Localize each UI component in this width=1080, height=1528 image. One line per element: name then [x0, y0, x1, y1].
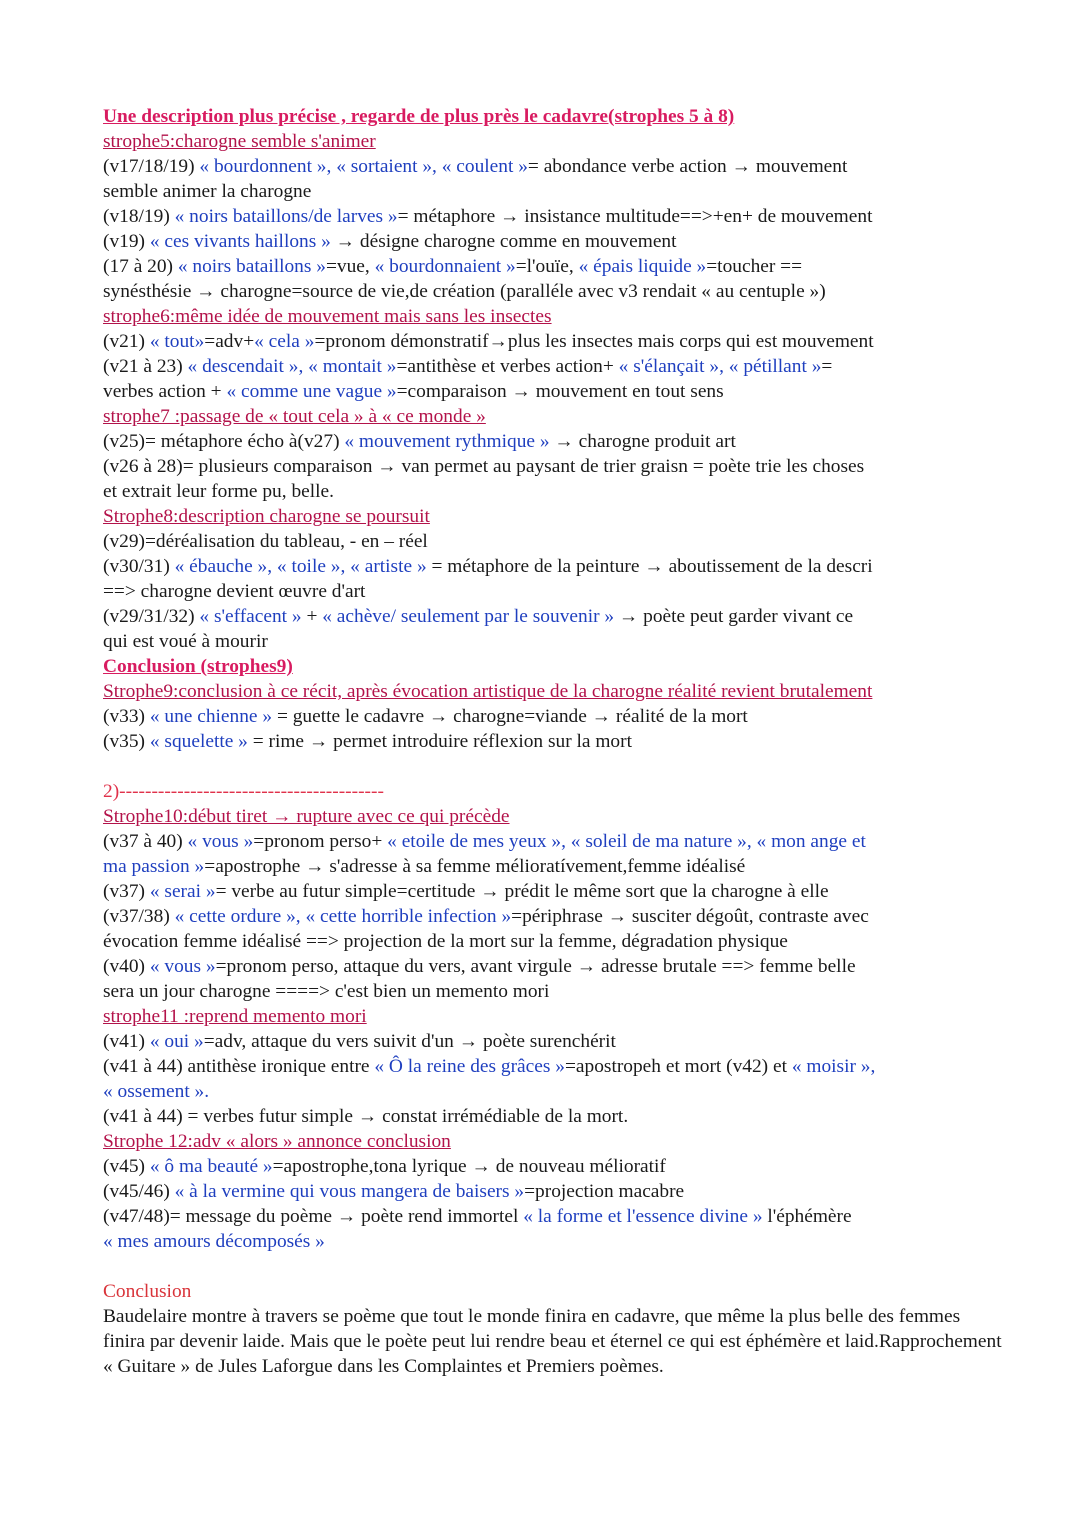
- strophe11-heading: strophe11 :reprend memento mori: [103, 1006, 367, 1027]
- spacer: [103, 1254, 1003, 1279]
- strophe10-heading: Strophe10:début tiret → rupture avec ce qui précède: [103, 806, 510, 827]
- text-line: ma passion »=apostrophe → s'adresse à sa femme mélioratívement,femme idéalisé: [103, 856, 746, 877]
- strophe9-heading: Strophe9:conclusion à ce récit, après évocation artistique de la charogne réalité revient brutalement: [103, 681, 873, 702]
- text-line: (v33) « une chienne » = guette le cadavre → charogne=viande → réalité de la mort: [103, 706, 748, 727]
- text-line: (v37 à 40) « vous »=pronom perso+ « etoile de mes yeux », « soleil de ma nature », « mon ange et: [103, 831, 866, 852]
- text-line: ==> charogne devient œuvre d'art: [103, 581, 366, 602]
- text-line: (v47/48)= message du poème → poète rend immortel « la forme et l'essence divine » l'éphémère: [103, 1206, 852, 1227]
- text-line: qui est voué à mourir: [103, 631, 268, 652]
- text-line: (v41 à 44) = verbes futur simple → constat irrémédiable de la mort.: [103, 1106, 629, 1127]
- spacer: [103, 754, 1003, 779]
- text-line: (v25)= métaphore écho à(v27) « mouvement rythmique » → charogne produit art: [103, 431, 736, 452]
- conclusion-title: Conclusion: [103, 1281, 192, 1302]
- text-line: (v21) « tout»=adv+« cela »=pronom démonstratif→plus les insectes mais corps qui est mouvement: [103, 331, 874, 352]
- part2-separator: 2)-----------------------------------------: [103, 781, 384, 802]
- strophe5-heading: strophe5:charogne semble s'animer: [103, 131, 376, 152]
- text-line: (v30/31) « ébauche », « toile », « artiste » = métaphore de la peinture → aboutissement de la descri: [103, 556, 873, 577]
- strophe7-heading: strophe7 :passage de « tout cela » à « ce monde »: [103, 406, 486, 427]
- text-line: « mes amours décomposés »: [103, 1231, 325, 1252]
- text-line: (v29)=déréalisation du tableau, - en – réel: [103, 531, 428, 552]
- text-line: synésthésie → charogne=source de vie,de création (paralléle avec v3 rendait « au centuple »): [103, 281, 826, 302]
- text-line: (v26 à 28)= plusieurs comparaison → van permet au paysant de trier graisn = poète trie les choses: [103, 456, 865, 477]
- document-body: [103, 104, 1003, 1379]
- strophe6-heading: strophe6:même idée de mouvement mais sans les insectes: [103, 306, 552, 327]
- text-line: sera un jour charogne ====> c'est bien un memento mori: [103, 981, 550, 1002]
- text-line: et extrait leur forme pu, belle.: [103, 481, 334, 502]
- text-line: (v29/31/32) « s'effacent » + « achève/ seulement par le souvenir » → poète peut garder vivant ce: [103, 606, 854, 627]
- section-title: Une description plus précise , regarde de plus près le cadavre(strophes 5 à 8): [103, 106, 735, 127]
- conclusion-paragraph: Baudelaire montre à travers se poème que tout le monde finira en cadavre, que même la plus belle des femmes finira par devenir laide. Mais que le poète peut lui rendre beau et éternel ce qui est éphémère et laid.Rapprochement « Guitare » de Jules Laforgue dans les Complaintes et Premiers poèmes.: [103, 1306, 1002, 1377]
- text-line: (v45/46) « à la vermine qui vous mangera de baisers »=projection macabre: [103, 1181, 685, 1202]
- text-line: (v41 à 44) antithèse ironique entre « Ô la reine des grâces »=apostropeh et mort (v42) et « moisir »,: [103, 1056, 876, 1077]
- text-line: verbes action + « comme une vague »=comparaison → mouvement en tout sens: [103, 381, 724, 402]
- text-line: (v45) « ô ma beauté »=apostrophe,tona lyrique → de nouveau mélioratif: [103, 1156, 666, 1177]
- text-line: évocation femme idéalisé ==> projection de la mort sur la femme, dégradation physique: [103, 931, 788, 952]
- text-line: (v41) « oui »=adv, attaque du vers suivit d'un → poète surenchérit: [103, 1031, 616, 1052]
- strophe12-heading: Strophe 12:adv « alors » annonce conclusion: [103, 1131, 451, 1152]
- strophe8-heading: Strophe8:description charogne se poursuit: [103, 506, 430, 527]
- text-line: (v19) « ces vivants haillons » → désigne charogne comme en mouvement: [103, 231, 677, 252]
- text-line: (v35) « squelette » = rime → permet introduire réflexion sur la mort: [103, 731, 632, 752]
- text-line: « ossement ».: [103, 1081, 210, 1102]
- text-line: (v18/19) « noirs bataillons/de larves »= métaphore → insistance multitude==>+en+ de mouvement: [103, 206, 873, 227]
- text-line: (17 à 20) « noirs bataillons »=vue, « bourdonnaient »=l'ouïe, « épais liquide »=toucher ==: [103, 256, 803, 277]
- text-line: (v21 à 23) « descendait », « montait »=antithèse et verbes action+ « s'élançait », « pétillant »=: [103, 356, 833, 377]
- text-line: (v37) « serai »= verbe au futur simple=certitude → prédit le même sort que la charogne à elle: [103, 881, 829, 902]
- text-line: (v40) « vous »=pronom perso, attaque du vers, avant virgule → adresse brutale ==> femme belle: [103, 956, 856, 977]
- text-line: (v17/18/19) « bourdonnent », « sortaient », « coulent »= abondance verbe action → mouvement: [103, 156, 848, 177]
- text-line: semble animer la charogne: [103, 181, 312, 202]
- text-line: (v37/38) « cette ordure », « cette horrible infection »=périphrase → susciter dégoût, contraste avec: [103, 906, 869, 927]
- conclusion-strophe9-title: Conclusion (strophes9): [103, 656, 293, 677]
